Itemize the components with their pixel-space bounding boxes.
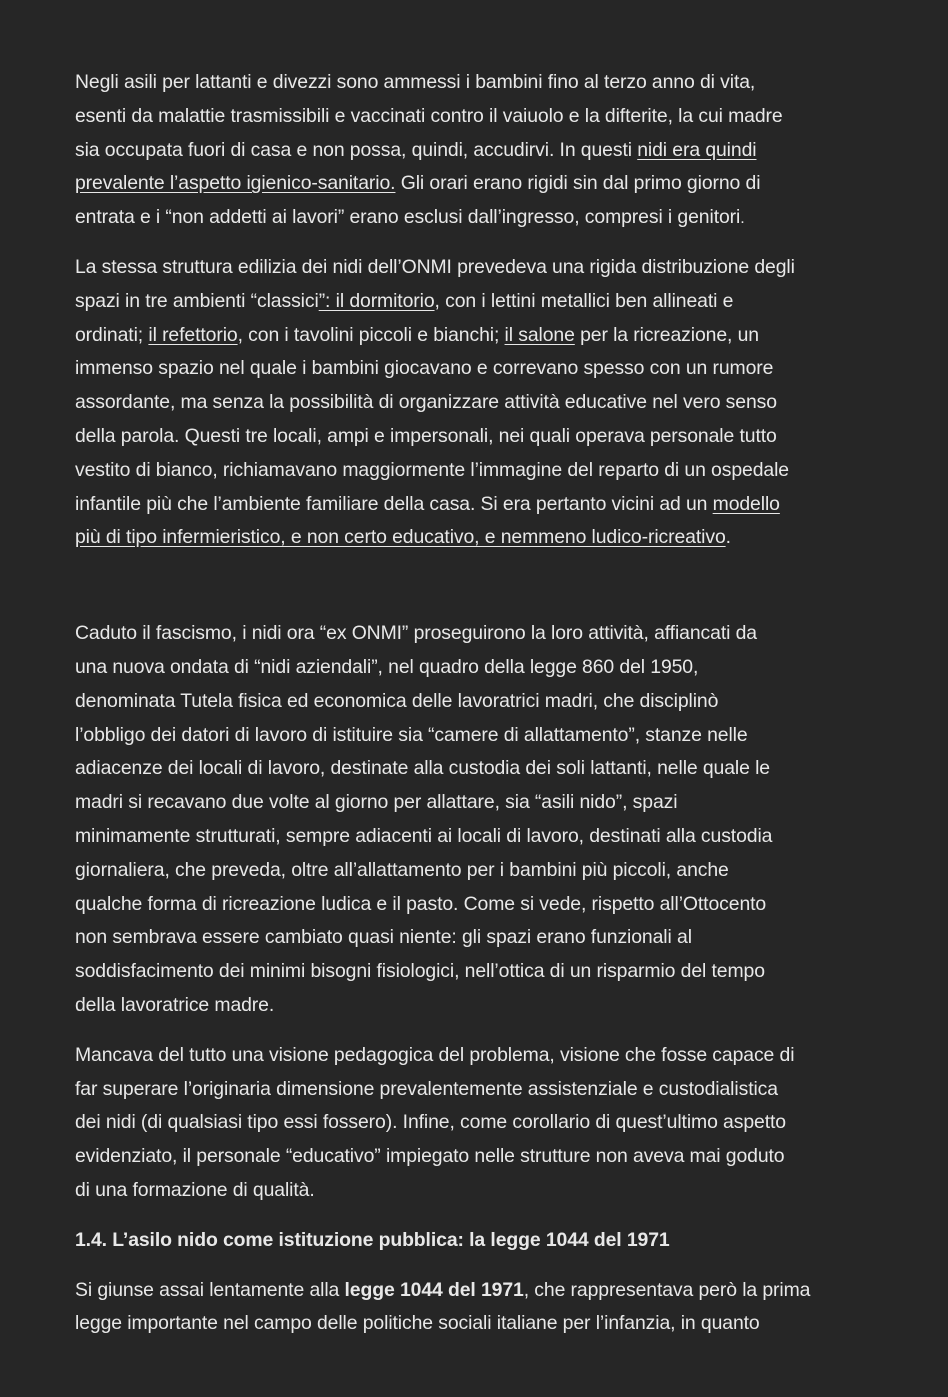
underlined-text: nidi era quindi	[637, 138, 757, 161]
text-span: .	[725, 526, 731, 549]
text-span: Si giunse assai lentamente alla	[75, 1278, 345, 1301]
underlined-text: il salone	[504, 323, 575, 346]
underlined-text: il refettorio	[148, 323, 238, 346]
text-line: Negli asili per lattanti e divezzi sono ammessi i bambini fino al terzo anno di vita,	[75, 71, 756, 93]
text-line: giornaliera, che preveda, oltre all’allattamento per i bambini più piccoli, anche	[75, 858, 729, 881]
text-line: minimamente strutturati, sempre adiacenti ai locali di lavoro, destinati alla custodia	[75, 824, 773, 847]
text-line: qualche forma di ricreazione ludica e il pasto. Come si vede, rispetto all’Ottocento	[75, 892, 767, 915]
text-line: adiacenze dei locali di lavoro, destinate alla custodia dei soli lattanti, nelle quale le	[75, 757, 770, 780]
paragraph-struttura-edilizia	[75, 251, 948, 555]
text-span: .	[740, 210, 745, 228]
text-line	[75, 488, 948, 522]
paragraph-visione-pedagogica	[75, 1039, 948, 1208]
text-line: madri si recavano due volte al giorno per allattare, sia “asili nido”, spazi	[75, 791, 678, 814]
text-line	[75, 319, 948, 353]
bold-text: legge 1044 del 1971	[344, 1278, 524, 1301]
text-span: entrata e i “non addetti ai lavori” erano esclusi dall’ingresso, compresi i genitori	[75, 206, 741, 229]
text-line: assordante, ma senza la possibilità di organizzare attività educative nel vero senso	[75, 391, 777, 414]
paragraph-legge-1044	[75, 1274, 948, 1342]
paragraph-spacer	[75, 1208, 948, 1224]
document-page	[75, 66, 948, 1341]
text-line: denominata Tutela fisica ed economica delle lavoratrici madri, che disciplinò	[75, 689, 719, 712]
paragraph-spacer	[75, 235, 948, 251]
text-line: Caduto il fascismo, i nidi ora “ex ONMI” proseguirono la loro attività, affiancati da	[75, 622, 757, 645]
text-line: esenti da malattie trasmissibili e vaccinati contro il vaiuolo e la difterite, la cui madre	[75, 104, 783, 127]
underlined-text: ”: il dormitorio	[318, 289, 435, 312]
text-line: vestito di bianco, richiamavano maggiormente l’immagine del reparto di un ospedale	[75, 458, 789, 481]
text-line: evidenziato, il personale “educativo” impiegato nelle strutture non aveva mai goduto	[75, 1145, 785, 1168]
heading-text: 1.4. L’asilo nido come istituzione pubblica: la legge 1044 del 1971	[75, 1228, 670, 1251]
text-span: Gli orari erano rigidi sin dal primo giorno di	[395, 172, 761, 195]
text-span: spazi in tre ambienti “classici	[75, 289, 319, 312]
text-span: sia occupata fuori di casa e non possa, quindi, accudirvi. In questi	[75, 138, 638, 161]
text-line	[75, 167, 948, 201]
text-line	[75, 521, 948, 555]
text-line: non sembrava essere cambiato quasi niente: gli spazi erano funzionali al	[75, 926, 692, 949]
text-line: della parola. Questi tre locali, ampi e impersonali, nei quali operava personale tutto	[75, 424, 777, 447]
underlined-text: più di tipo infermieristico, e non certo educativo, e nemmeno ludico-ricreativo	[75, 526, 726, 549]
paragraph-spacer	[75, 1258, 948, 1274]
text-line: dei nidi (di qualsiasi tipo essi fossero). Infine, come corollario di quest’ultimo aspetto	[75, 1111, 786, 1134]
text-span: infantile più che l’ambiente familiare della casa. Si era pertanto vicini ad un	[75, 492, 713, 515]
text-line: Mancava del tutto una visione pedagogica del problema, visione che fosse capace di	[75, 1043, 795, 1066]
text-span: per la ricreazione, un	[574, 323, 759, 346]
paragraph-spacer	[75, 1023, 948, 1039]
text-line: far superare l’originaria dimensione prevalentemente assistenziale e custodialistica	[75, 1077, 778, 1100]
text-line	[75, 285, 948, 319]
paragraph-asili-lattanti	[75, 66, 948, 235]
text-span: ordinati;	[75, 323, 149, 346]
text-line: soddisfacimento dei minimi bisogni fisiologici, nell’ottica di un risparmio del tempo	[75, 960, 765, 983]
text-line: una nuova ondata di “nidi aziendali”, nel quadro della legge 860 del 1950,	[75, 655, 699, 678]
text-span: , che rappresentava però la prima	[523, 1278, 811, 1301]
section-heading	[75, 1224, 948, 1258]
text-line	[75, 201, 948, 235]
text-line: della lavoratrice madre.	[75, 993, 275, 1016]
text-line: l’obbligo dei datori di lavoro di istituire sia “camere di allattamento”, stanze nelle	[75, 723, 748, 746]
text-span: , con i lettini metallici ben allineati e	[434, 289, 734, 312]
text-line	[75, 134, 948, 168]
text-line: legge importante nel campo delle politiche sociali italiane per l’infanzia, in quanto	[75, 1312, 760, 1335]
underlined-text: prevalente l’aspetto igienico-sanitario.	[75, 172, 396, 195]
text-line	[75, 1274, 948, 1308]
text-line: immenso spazio nel quale i bambini giocavano e correvano spesso con un rumore	[75, 357, 774, 380]
text-line: La stessa struttura edilizia dei nidi dell’ONMI prevedeva una rigida distribuzione degli	[75, 255, 795, 278]
text-span: , con i tavolini piccoli e bianchi;	[237, 323, 505, 346]
underlined-text: modello	[712, 492, 780, 515]
paragraph-spacer	[75, 555, 948, 617]
paragraph-dopo-fascismo	[75, 617, 948, 1023]
text-line: di una formazione di qualità.	[75, 1178, 315, 1201]
